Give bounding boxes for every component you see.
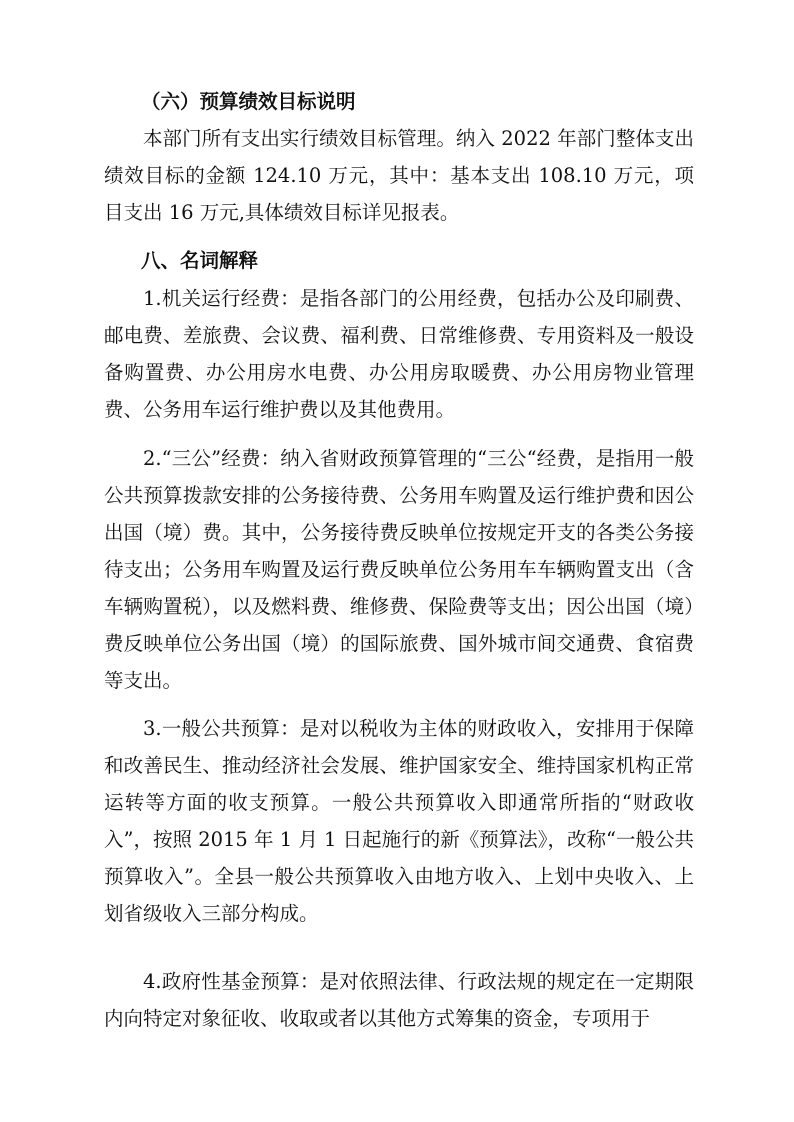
term-1-paragraph: 1.机关运行经费：是指各部门的公用经费，包括办公及印刷费、邮电费、差旅费、会议费、福利费、日常维修费、专用资料及一般设备购置费、办公用房水电费、办公用房取暖费、办公用房物业管理费、公务用车运行维护费以及其他费用。 [104,287,694,421]
term-2-paragraph: 2.“三公”经费：纳入省财政预算管理的“三公“经费，是指用一般公共预算拨款安排的公务接待费、公务用车购置及运行维护费和因公出国（境）费。其中，公务接待费反映单位按规定开支的各类公务接待支出；公务用车购置及运行费反映单位公务用车车辆购置支出（含车辆购置税），以及燃料费、维修费、保险费等支出；因公出国（境）费反映单位公务出国（境）的国际旅费、国外城市间交通费、食宿费等支出。 [104,447,694,692]
section-6-body: 本部门所有支出实行绩效目标管理。纳入 2022 年部门整体支出绩效目标的金额 124.10 万元，其中：基本支出 108.10 万元，项目支出 16 万元,具体绩效目标详见报表。 [104,127,694,224]
term-4-paragraph: 4.政府性基金预算：是对依照法律、行政法规的规定在一定期限内向特定对象征收、收取或者以其他方式筹集的资金，专项用于 [104,970,694,1030]
term-3-paragraph: 3.一般公共预算：是对以税收为主体的财政收入，安排用于保障和改善民生、推动经济社会发展、维护国家安全、维持国家机构正常运转等方面的收支预算。一般公共预算收入即通常所指的“财政收入”，按照 2015 年 1 月 1 日起施行的新《预算法》，改称“一般公共预算收入”。全县一般公共预算收入由地方收入、上划中央收入、上划省级收入三部分构成。 [104,717,694,925]
section-8-heading: 八、名词解释 [141,249,259,272]
section-6-heading: （六）预算绩效目标说明 [141,90,356,113]
